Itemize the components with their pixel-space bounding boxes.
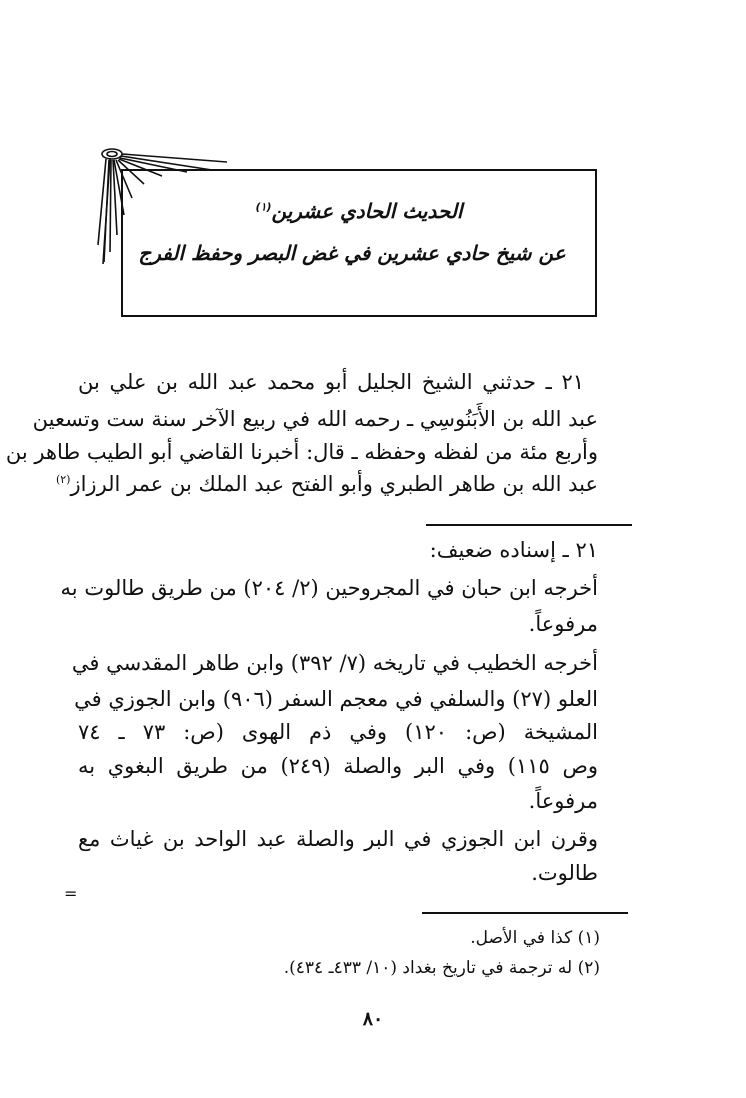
continuation-mark: = <box>64 884 78 903</box>
takhrij-line-6: وص ١١٥) وفي البر والصلة (٢٤٩) من طريق البغوي به <box>78 754 598 778</box>
takhrij-heading: ٢١ ـ إسناده ضعيف: <box>429 538 598 562</box>
hadith-subtitle: عن شيخ حادي عشرين في غض البصر وحفظ الفرج <box>138 241 566 265</box>
hadith-line-1: ٢١ ـ حدثني الشيخ الجليل أبو محمد عبد الله بن علي بن <box>78 370 584 394</box>
footnote-2: (٢) له ترجمة في تاريخ بغداد (١٠/ ٤٣٣ـ ٤٣٤). <box>283 958 600 978</box>
takhrij-line-1: أخرجه ابن حبان في المجروحين (٢/ ٢٠٤) من طريق طالوت به <box>60 576 598 600</box>
hadith-title: الحديث الحادي عشرين$^{(١)}$ <box>255 199 463 223</box>
section-divider <box>426 524 632 526</box>
takhrij-line-4: العلو (٢٧) والسلفي في معجم السفر (٩٠٦) وابن الجوزي في <box>74 687 598 711</box>
page-number: ٨٠ <box>362 1008 384 1030</box>
hadith-line-2: عبد الله بن الأَبَنُوسِي ـ رحمه الله في ربيع الآخر سنة ست وتسعين <box>32 407 598 431</box>
title-footnote-ref: (١) <box>255 200 272 214</box>
takhrij-line-9: طالوت. <box>531 861 598 885</box>
hadith-footnote-ref: (٢) <box>55 473 71 486</box>
title-box <box>121 169 597 317</box>
takhrij-line-3: أخرجه الخطيب في تاريخه (٧/ ٣٩٢) وابن طاهر المقدسي في <box>71 651 598 675</box>
hadith-line-4: عبد الله بن طاهر الطبري وأبو الفتح عبد الملك بن عمر الرزاز$^{(٢)}$ <box>55 472 598 496</box>
footnote-divider <box>422 912 628 914</box>
hadith-line-3: وأربع مئة من لفظه وحفظه ـ قال: أخبرنا القاضي أبو الطيب طاهر بن <box>5 440 598 464</box>
takhrij-line-7: مرفوعاً. <box>528 789 598 813</box>
takhrij-line-5: المشيخة (ص: ١٢٠) وفي ذم الهوى (ص: ٧٣ ـ ٧٤ <box>78 720 598 744</box>
takhrij-line-8: وقرن ابن الجوزي في البر والصلة عبد الواحد بن غياث مع <box>78 827 598 851</box>
takhrij-line-2: مرفوعاً. <box>528 612 598 636</box>
footnote-1: (١) كذا في الأصل. <box>470 928 600 948</box>
